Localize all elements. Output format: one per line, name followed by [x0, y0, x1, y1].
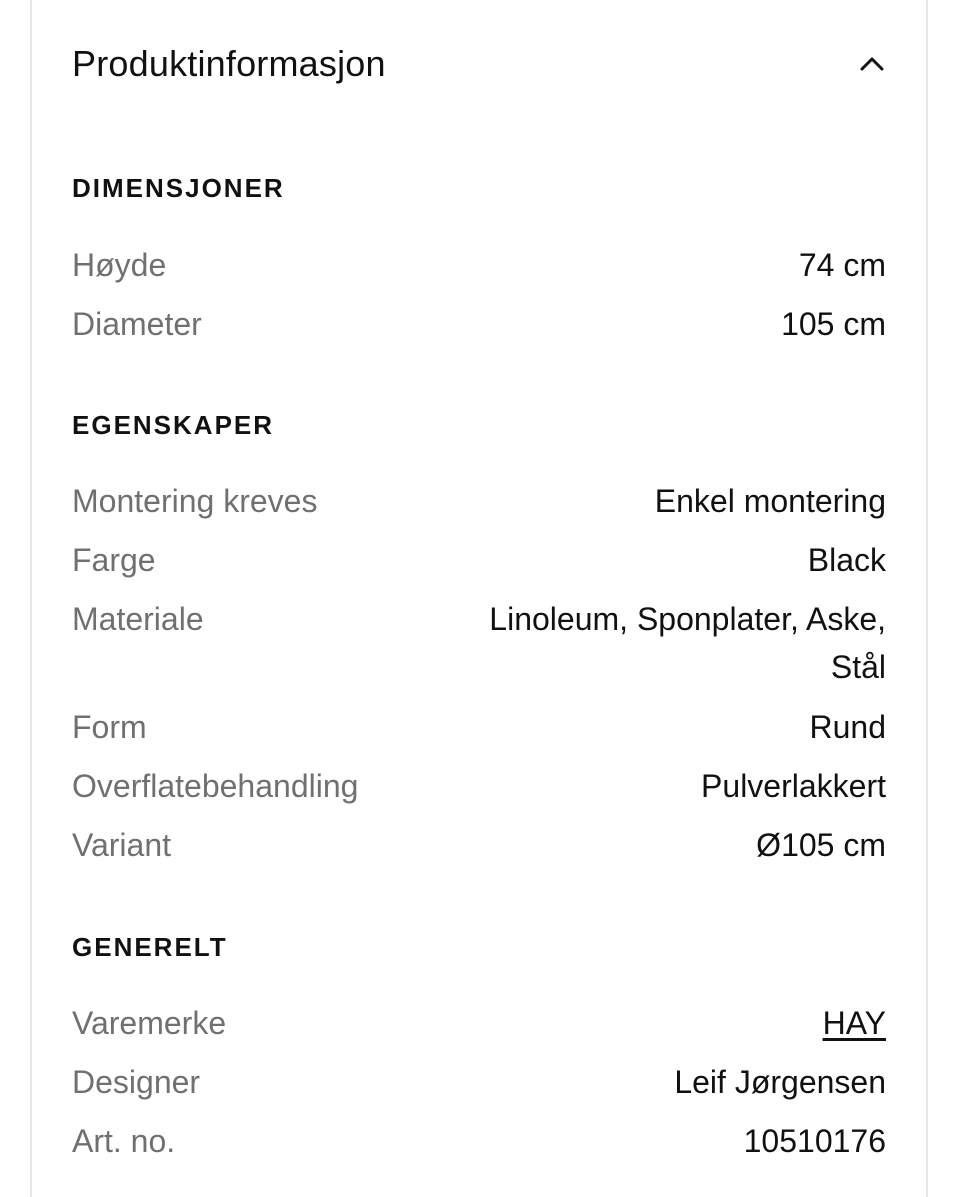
chevron-up-icon[interactable] — [858, 50, 886, 78]
spec-row-article-number — [72, 1117, 886, 1165]
spec-value: 74 cm — [798, 247, 886, 283]
spec-value: 105 cm — [781, 306, 886, 342]
spec-row-assembly — [72, 477, 886, 525]
spec-label: Materiale — [72, 601, 204, 637]
spec-value: Pulverlakkert — [701, 768, 886, 804]
spec-label: Varemerke — [72, 1005, 227, 1041]
spec-row-brand — [72, 999, 886, 1047]
spec-row-designer — [72, 1058, 886, 1106]
spec-label: Farge — [72, 542, 156, 578]
brand-link[interactable]: HAY — [822, 1005, 886, 1041]
spec-label: Diameter — [72, 306, 202, 342]
spec-value: Leif Jørgensen — [674, 1064, 886, 1100]
spec-label: Designer — [72, 1064, 201, 1100]
product-info-accordion-header[interactable] — [72, 36, 886, 92]
spec-label: Variant — [72, 827, 172, 863]
section-title-properties: EGENSKAPER — [72, 410, 275, 440]
spec-row-height — [72, 241, 886, 289]
spec-label: Art. no. — [72, 1123, 176, 1159]
spec-row-variant — [72, 821, 886, 869]
spec-row-material — [72, 595, 886, 691]
spec-label: Høyde — [72, 247, 167, 283]
spec-value: Linoleum, Sponplater, Aske, Stål — [489, 601, 886, 685]
spec-value: Enkel montering — [654, 483, 886, 519]
section-title-dimensions: DIMENSJONER — [72, 173, 285, 203]
spec-value: Black — [807, 542, 886, 578]
accordion-title: Produktinformasjon — [72, 43, 386, 84]
spec-row-finish — [72, 762, 886, 810]
spec-label: Form — [72, 709, 147, 745]
product-info-panel — [30, 0, 928, 1197]
section-title-general: GENERELT — [72, 932, 228, 962]
spec-value: 10510176 — [743, 1123, 886, 1159]
spec-label: Montering kreves — [72, 483, 318, 519]
spec-row-shape — [72, 703, 886, 751]
spec-value: Rund — [809, 709, 886, 745]
spec-row-diameter — [72, 300, 886, 348]
spec-row-color — [72, 536, 886, 584]
spec-label: Overflatebehandling — [72, 768, 359, 804]
spec-value: Ø105 cm — [756, 827, 886, 863]
